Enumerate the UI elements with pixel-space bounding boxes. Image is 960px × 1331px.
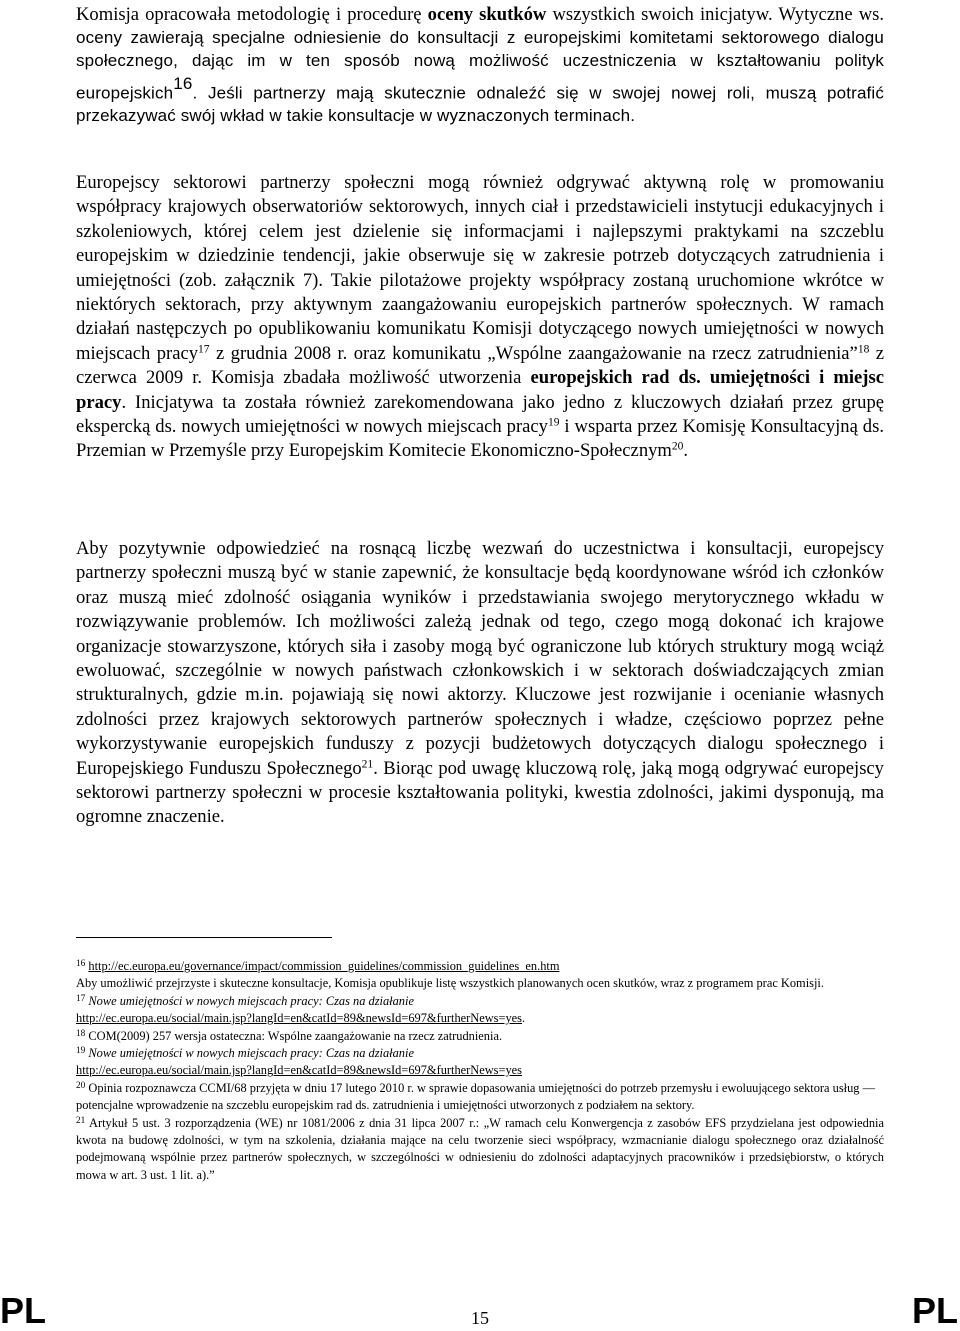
footnote-17 (76, 993, 884, 1010)
footnote-16-number: 16 (76, 958, 86, 969)
footnote-19-link[interactable]: http://ec.europa.eu/social/main.jsp?langId=en&catId=89&newsId=697&furtherNews=yes (76, 1063, 523, 1078)
p1-bold-impact: oceny skutków (427, 4, 547, 25)
p2-text-e: i wsparta przez Komisję Konsultacyjną ds. Przemian w Przemyśle przy Europejskim Komitecie Ekonomiczno-Społecznym (76, 416, 884, 462)
footnote-17-url-line (76, 1010, 884, 1027)
footnote-17-end: . (522, 1011, 526, 1026)
footnote-ref-16[interactable]: 16 (173, 73, 193, 93)
footnote-17-title: Nowe umiejętności w nowych miejscach pracy: Czas na działanie (88, 993, 414, 1008)
p2-text-d: . Inicjatywa ta została również zarekomendowana jako jedno z kluczowych działań przez grupę ekspercką ds. nowych umiejętności w nowych miejscach pracy (76, 391, 884, 438)
footer-language-right: PL (911, 1290, 958, 1331)
p1-text-c: oceny zawierają specjalne odniesienie do konsultacji z europejskimi komitetami sektorowego dialogu społecznego, dając im w ten sposób nową możliwość uczestniczenia w kształtowaniu polityk europejskich (76, 28, 884, 102)
p2-text-c: z czerwca 2009 r. Komisja zbadała możliwość utworzenia (76, 342, 884, 389)
p2-bold-councils: europejskich rad ds. umiejętności i miejsc pracy (76, 367, 884, 413)
footnote-20-number: 20 (76, 1080, 86, 1091)
footnote-ref-17[interactable]: 17 (198, 343, 210, 356)
p1-text-a: Komisja opracowała metodologię i procedurę (76, 4, 428, 25)
footnote-ref-18[interactable]: 18 (857, 343, 870, 356)
footnote-18 (76, 1028, 884, 1045)
footer-language-left: PL (0, 1290, 47, 1331)
footnotes-section (76, 958, 884, 1184)
footnote-21-number: 21 (76, 1115, 86, 1126)
page-number: 15 (471, 1308, 489, 1328)
footnote-16-note: Aby umożliwić przejrzyste i skuteczne konsultacje, Komisja opublikuje listę wszystkich planowanych ocen skutków, wraz z programem prac Komisji. (76, 976, 824, 991)
footnote-16-link[interactable]: http://ec.europa.eu/governance/impact/commission_guidelines/commission_guidelines_en.htm (88, 959, 560, 973)
footnote-18-text: COM(2009) 257 wersja ostateczna: Wspólne zaangażowanie na rzecz zatrudnienia. (88, 1028, 503, 1043)
footnote-21-text: Artykuł 5 ust. 3 rozporządzenia (WE) nr 1081/2006 z dnia 31 lipca 2007 r.: „W ramach celu Konwergencja z zasobów EFS przydzielana jest odpowiednia kwota na budowę zdolności, w tym na szkolenia, działania mające na celu tworzenie sieci współpracy, wzmacnianie dialogu społecznego oraz działalność podejmowaną wspólnie przez partnerów społecznych, w szczególności w odniesieniu do zdolności adaptacyjnych pracowników i przedsiębiorstw, o których mowa w art. 3 ust. 1 lit. a).” (76, 1115, 884, 1182)
footnote-20 (76, 1080, 884, 1115)
footnote-ref-19[interactable]: 19 (547, 416, 560, 429)
footnote-ref-21[interactable]: 21 (361, 758, 374, 771)
footnote-17-link[interactable]: http://ec.europa.eu/social/main.jsp?langId=en&catId=89&newsId=697&furtherNews=yes (76, 1011, 523, 1026)
paragraph-sector-partners (76, 171, 884, 464)
p2-text-a: Europejscy sektorowi partnerzy społeczni mogą również odgrywać aktywną rolę w promowaniu współpracy krajowych obserwatoriów sektorowych, innych ciał i przedstawicieli instytucji edukacyjnych i szkoleniowych, której celem jest dzielenie się informacjami i najlepszymi praktykami na szczeblu europejskim w dziedzinie tendencji, jakie obserwuje się w zakresie potrzeb dotyczących zatrudnienia i umiejętności (zob. załącznik 7). Takie pilotażowe projekty współpracy zostaną uruchomione wkrótce w niektórych sektorach, przy aktywnym zaangażowaniu europejskich partnerów społecznych. W ramach działań następczych po opublikowaniu komunikatu Komisji dotyczącego nowych umiejętności w nowych miejscach pracy (76, 172, 884, 364)
footnote-ref-20[interactable]: 20 (671, 441, 684, 454)
footnote-19-title: Nowe umiejętności w nowych miejscach pracy: Czas na działanie (88, 1046, 414, 1061)
p1-text-d: . Jeśli partnerzy mają skutecznie odnaleźć się w swojej nowej roli, muszą potrafić przekazywać swój wkład w takie konsultacje w wyznaczonych terminach. (76, 82, 884, 125)
paragraph-impact-assessment (76, 3, 884, 127)
footnote-19-url-line (76, 1062, 884, 1079)
p2-text-f: . (683, 440, 689, 462)
footnote-16 (76, 958, 884, 975)
p3-text-b: . Biorąc pod uwagę kluczową rolę, jaką mogą odgrywać europejscy sektorowi partnerzy społeczni w procesie kształtowania polityki, kwestia zdolności, jakimi dysponują, ma ogromne znaczenie. (76, 757, 884, 828)
footnote-19 (76, 1045, 884, 1062)
p1-text-b: wszystkich swoich inicjatyw. Wytyczne ws. (546, 4, 885, 25)
footnote-17-number: 17 (76, 993, 86, 1004)
p3-text-a: Aby pozytywnie odpowiedzieć na rosnącą liczbę wezwań do uczestnictwa i konsultacji, europejscy partnerzy społeczni muszą być w stanie zapewnić, że konsultacje będą koordynowane wśród ich członków oraz muszą mieć zdolność osiągania wyników i przedstawiania swojego merytorycznego wkładu w rozwiązywanie problemów. Ich możliwości zależą jednak od tego, czego mogą dokonać ich krajowe organizacje stowarzyszone, których siła i zasoby mogą być ograniczone lub których struktury mogą wciąż ewoluować, szczególnie w nowych państwach członkowskich i w sektorach doświadczających zmian strukturalnych, gdzie m.in. pojawiają się nowi aktorzy. Kluczowe jest rozwijanie i ocenianie własnych zdolności przez krajowych sektorowych partnerów społecznych i władze, częściowo poprzez pełne wykorzystywanie europejskich funduszy z pozycji budżetowych dotyczących dialogu społecznego i Europejskiego Funduszu Społecznego (76, 538, 884, 779)
paragraph-capacity (76, 537, 884, 830)
footnote-20-text: Opinia rozpoznawcza CCMI/68 przyjęta w dniu 17 lutego 2010 r. w sprawie dopasowania umiejętności do potrzeb przemysłu i ewoluującego sektora usług — potencjalne wprowadzenie na szczeblu europejskim rad ds. zatrudnienia i umiejętności utworzonych z podziałem na sektory. (76, 1080, 875, 1113)
footnote-separator (76, 937, 332, 938)
footnote-18-number: 18 (76, 1028, 86, 1039)
footnote-19-number: 19 (76, 1045, 86, 1056)
footnote-21 (76, 1115, 884, 1185)
p2-text-b: z grudnia 2008 r. oraz komunikatu „Wspólne zaangażowanie na rzecz zatrudnienia” (209, 342, 858, 364)
